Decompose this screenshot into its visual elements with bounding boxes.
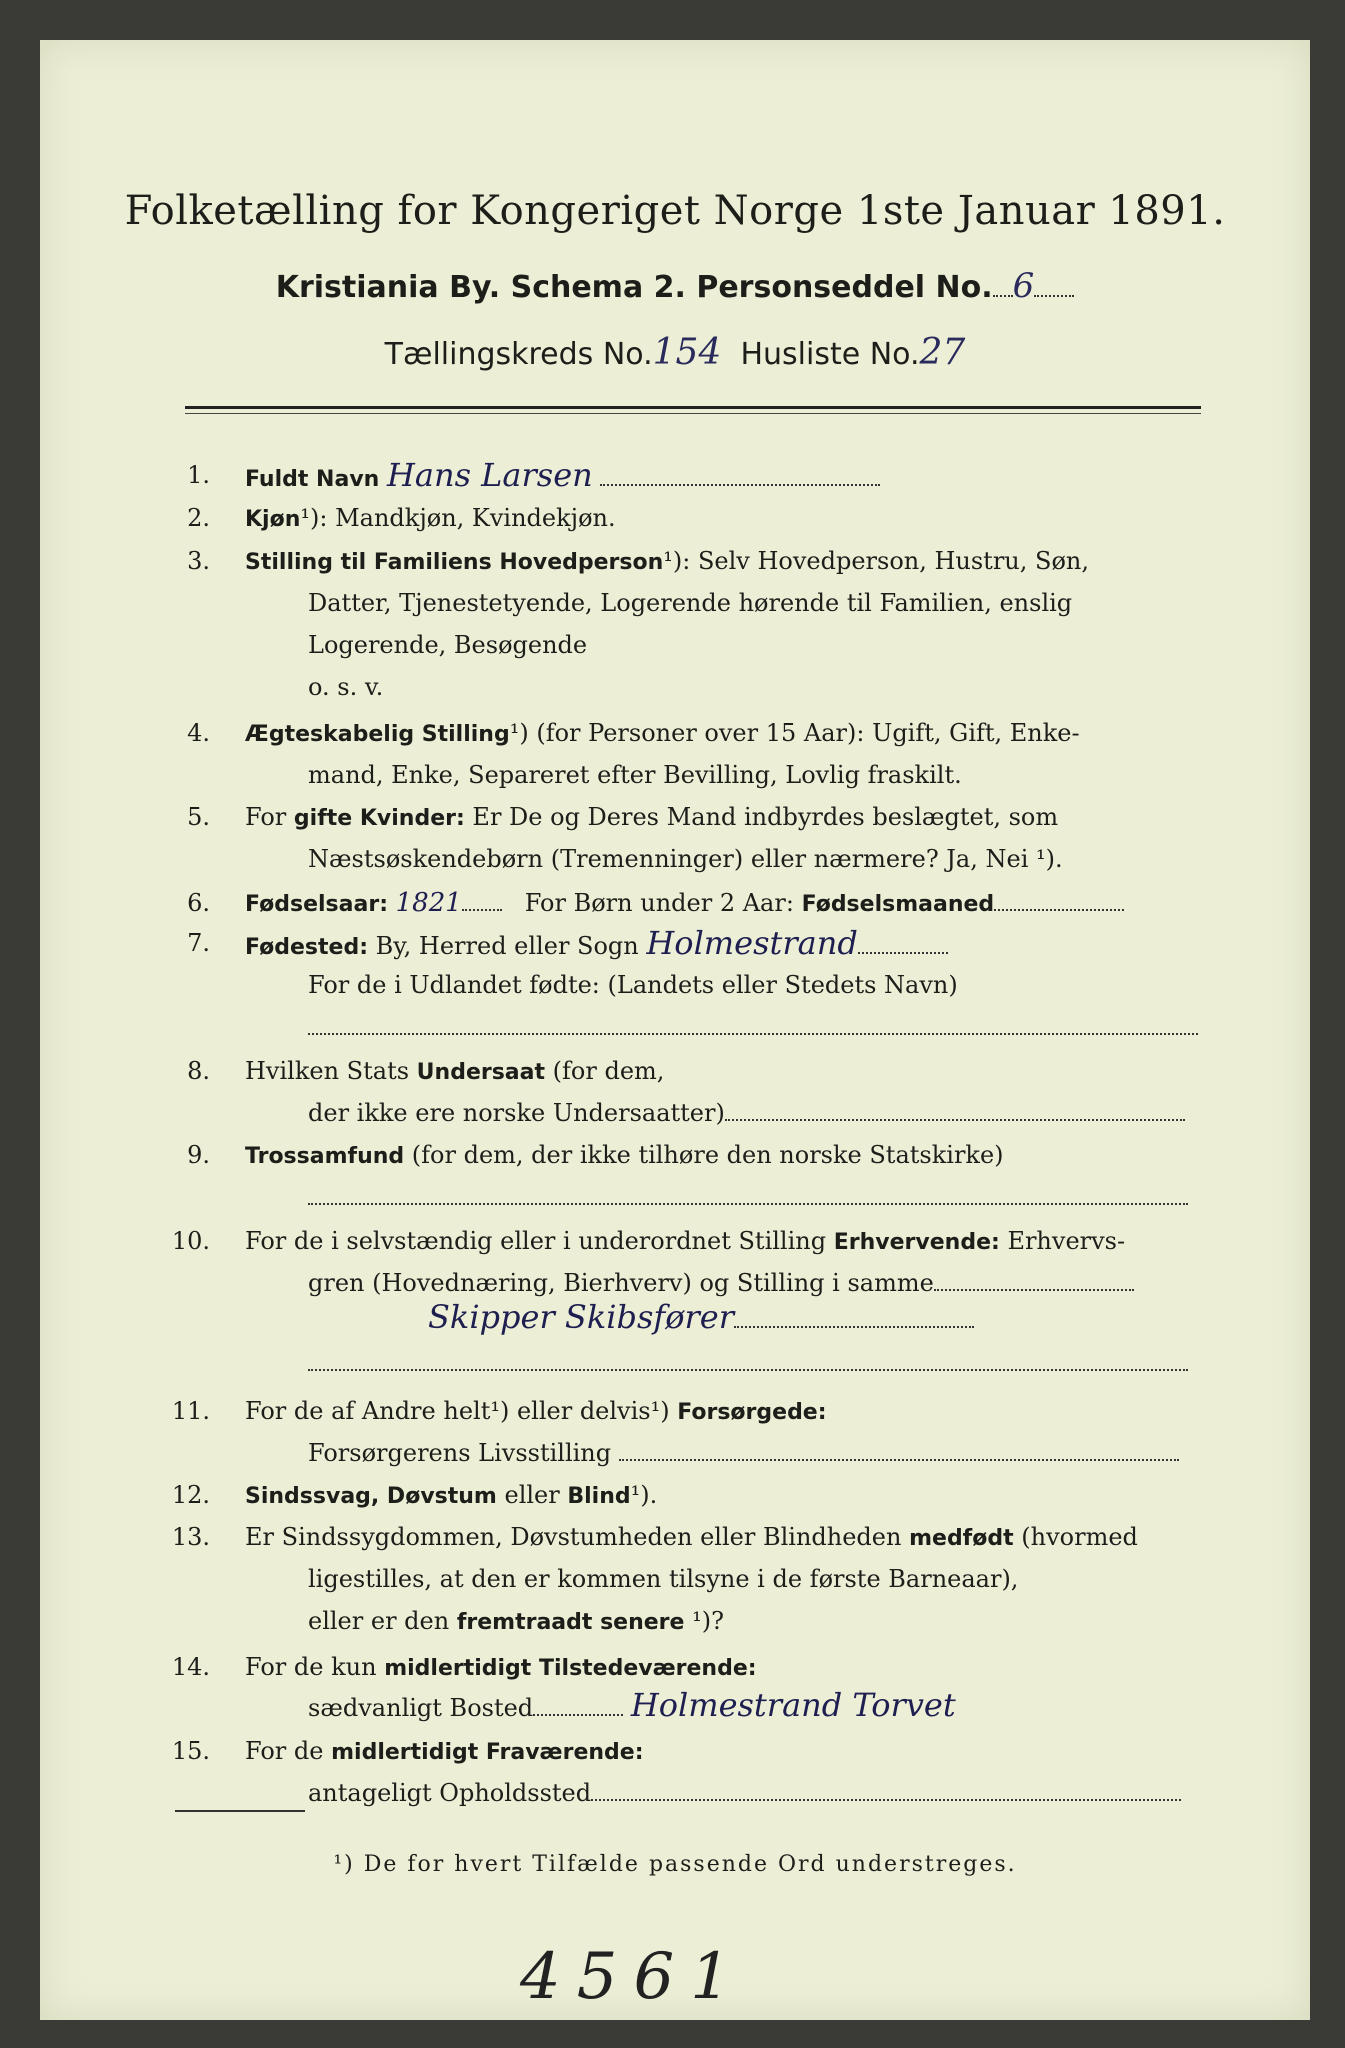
item-number: 5. — [187, 803, 210, 831]
item-text: For de kun — [245, 1653, 377, 1681]
item-label: Erhvervende: — [833, 1230, 1000, 1255]
item-text: ¹). — [630, 1481, 658, 1509]
item-text: ¹): Selv Hovedperson, Hustru, Søn, — [663, 547, 1089, 575]
item-label: Sindssvag, Døvstum — [245, 1484, 497, 1509]
item-7-line-2: For de i Udlandet fødte: (Landets eller Stedets Navn) — [308, 971, 958, 999]
census-form-sheet — [40, 40, 1310, 2020]
item-number: 2. — [187, 504, 210, 532]
item-label: midlertidigt Fraværende: — [331, 1740, 644, 1765]
item-text: Er De og Deres Mand indbyrdes beslægtet, som — [472, 803, 1059, 831]
item-5-line-2: Næstsøskendebørn (Tremenninger) eller nærmere? Ja, Nei ¹). — [308, 845, 1063, 873]
item-10-line-2: gren (Hovednæring, Bierhverv) og Stilling i samme — [308, 1269, 934, 1297]
item-label: Fødselsaar: — [245, 892, 388, 917]
item-label: Fødselsmaaned — [801, 892, 995, 917]
item-label: Fuldt Navn — [245, 467, 380, 492]
item-number: 8. — [187, 1057, 210, 1085]
header-rule — [185, 406, 1201, 409]
form-title: Folketælling for Kongeriget Norge 1ste Januar 1891. — [124, 188, 1226, 234]
item-label: Blind — [567, 1484, 631, 1509]
item-number: 10. — [171, 1227, 210, 1255]
item-text: For — [245, 803, 287, 831]
item-text: eller — [504, 1481, 560, 1509]
item-text: (for dem, — [552, 1057, 665, 1085]
item-text: Erhvervs- — [1007, 1227, 1126, 1255]
item-number: 13. — [171, 1523, 210, 1551]
item-14-line-2: sædvanligt Bosted — [308, 1694, 534, 1722]
item-text: (for dem, der ikke tilhøre den norske Statskirke) — [411, 1141, 1004, 1169]
item-15-line-2: antageligt Opholdssted — [308, 1779, 592, 1807]
item-text: By, Herred eller Sogn — [375, 932, 639, 960]
item-3-line-2: Datter, Tjenestetyende, Logerende hørende til Familien, enslig — [308, 589, 1073, 617]
item-number: 7. — [187, 929, 210, 957]
item-number: 4. — [187, 719, 210, 747]
item-label: Fødested: — [245, 935, 368, 960]
husliste-label: Husliste No. — [740, 337, 920, 372]
item-number: 11. — [171, 1397, 210, 1425]
item-number: 15. — [171, 1737, 210, 1765]
item-text: (hvormed — [1021, 1523, 1138, 1551]
item-number: 1. — [187, 461, 210, 489]
item-text: ¹)? — [692, 1607, 724, 1635]
kreds-line — [40, 332, 1310, 373]
kreds-label: Tællingskreds No. — [384, 337, 653, 372]
item-label: fremtraadt senere — [456, 1610, 685, 1635]
item-text: Hvilken Stats — [245, 1057, 410, 1085]
item-number: 3. — [187, 547, 210, 575]
item-11-line-2: Forsørgerens Livsstilling — [308, 1439, 612, 1467]
item-text: For de af Andre helt¹) eller delvis¹) — [245, 1397, 670, 1425]
item-number: 6. — [187, 889, 210, 917]
archive-number: 4561 — [520, 1940, 747, 2014]
schema-line — [40, 266, 1310, 306]
item-8-line-2: der ikke ere norske Undersaatter) — [308, 1099, 725, 1127]
header-rule-thin — [185, 413, 1201, 414]
item-number: 9. — [187, 1141, 210, 1169]
item-text: For Børn under 2 Aar: — [524, 889, 794, 917]
item-text: ¹) (for Personer over 15 Aar): Ugift, Gift, Enke- — [509, 719, 1080, 747]
item-text: ¹): Mandkjøn, Kvindekjøn. — [300, 504, 616, 532]
item-label: midlertidigt Tilstedeværende: — [384, 1656, 757, 1681]
item-text: Er Sindssygdommen, Døvstumheden eller Blindheden — [245, 1523, 902, 1551]
item-text: For de — [245, 1737, 324, 1765]
full-name-value: Hans Larsen — [386, 456, 593, 494]
occupation-value: Skipper Skibsfører — [428, 1298, 735, 1336]
item-3-line-3: Logerende, Besøgende — [308, 631, 588, 659]
birthplace-value: Holmestrand — [646, 924, 858, 962]
item-13-line-2: ligestilles, at den er kommen tilsyne i de første Barneaar), — [308, 1565, 1019, 1593]
residence-value: Holmestrand Torvet — [630, 1686, 956, 1724]
kreds-number: 154 — [652, 332, 722, 373]
item-text: For de i selvstændig eller i underordnet Stilling — [245, 1227, 827, 1255]
birth-year-value: 1821 — [395, 888, 462, 918]
item-text: eller er den — [308, 1607, 450, 1635]
item-label: gifte Kvinder: — [293, 806, 465, 831]
husliste-number: 27 — [919, 332, 966, 373]
item-label: Kjøn — [245, 507, 301, 532]
item-label: medfødt — [909, 1526, 1014, 1551]
footnote-rule — [175, 1810, 305, 1812]
item-number: 12. — [171, 1481, 210, 1509]
item-label: Ægteskabelig Stilling — [245, 722, 510, 747]
item-4-line-2: mand, Enke, Separeret efter Bevilling, Lovlig fraskilt. — [308, 761, 962, 789]
item-label: Undersaat — [416, 1060, 546, 1085]
item-3-line-4: o. s. v. — [308, 673, 384, 701]
item-label: Forsørgede: — [677, 1400, 827, 1425]
footnote: ¹) De for hvert Tilfælde passende Ord understreges. — [333, 1852, 1017, 1877]
item-label: Stilling til Familiens Hovedperson — [245, 550, 664, 575]
item-label: Trossamfund — [245, 1144, 405, 1169]
schema-line-text: Kristiania By. Schema 2. Personseddel No. — [275, 270, 993, 305]
item-number: 14. — [171, 1653, 210, 1681]
personseddel-number: 6 — [1012, 266, 1035, 306]
